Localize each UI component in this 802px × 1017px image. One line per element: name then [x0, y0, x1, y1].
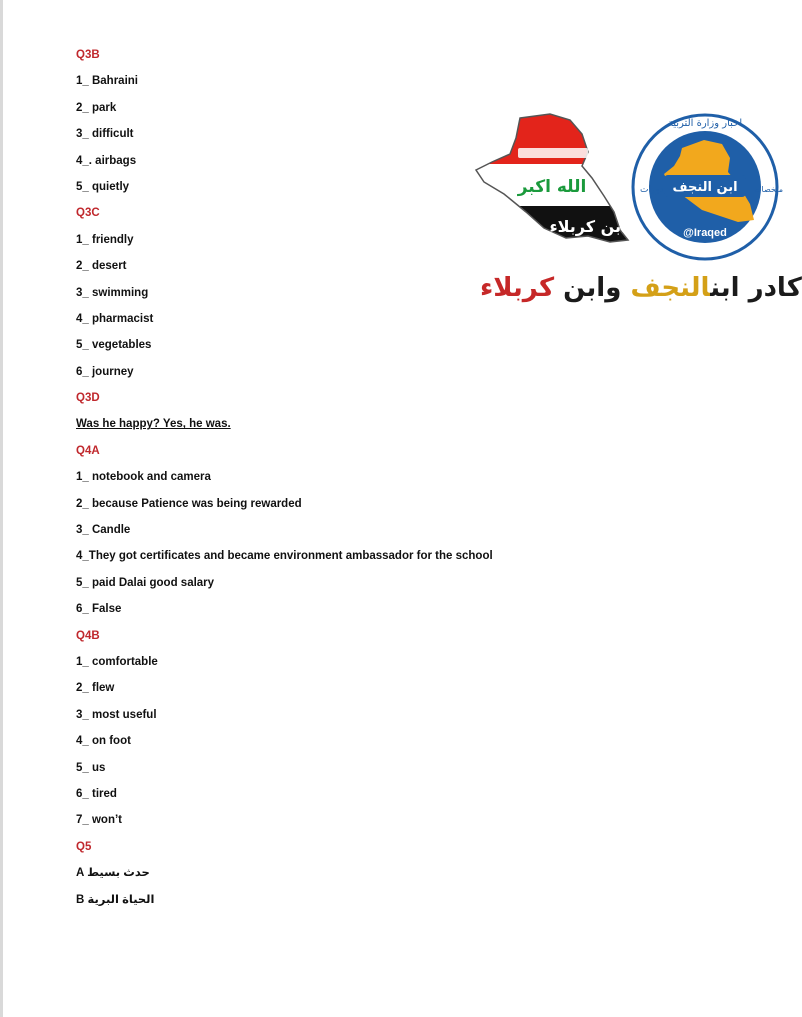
seal-center-text: ابن النجف: [672, 180, 738, 195]
section-heading: Q3D: [76, 392, 100, 405]
answer-line: 4_ on foot: [76, 735, 131, 748]
section-heading: Q3C: [76, 207, 100, 220]
banner-part3: وابن: [554, 273, 631, 303]
banner: [480, 270, 802, 306]
seal-left-text: دورات: [640, 185, 664, 195]
answer-line: 3_ Candle: [76, 524, 131, 537]
answer-line: 3_ difficult: [76, 128, 134, 141]
answer-line: 5_ quietly: [76, 180, 130, 193]
section-heading: Q4B: [76, 629, 100, 642]
answer-line: 4_They got certificates and became environment ambassador for the school: [76, 550, 493, 563]
page-edge: [0, 0, 3, 1017]
answer-line: 1_ comfortable: [76, 655, 158, 668]
section-heading: Q4A: [76, 444, 100, 457]
answer-line: 4_ pharmacist: [76, 312, 154, 325]
map-flag-text: الله اكبر: [517, 177, 587, 197]
answer-line: 7_ won’t: [76, 814, 123, 827]
logo-area: [470, 100, 802, 320]
answer-line: 5_ us: [76, 761, 106, 774]
banner-part2: النجف: [630, 273, 711, 303]
answer-line: B الحياة البرية: [76, 893, 155, 906]
banner-part1: كادر ابن: [710, 273, 802, 303]
answer-line: 6_ journey: [76, 365, 134, 378]
section-heading: Q3B: [76, 49, 100, 61]
iraq-flag-map-logo: [470, 108, 635, 253]
answer-line: 5_ paid Dalai good salary: [76, 576, 215, 589]
answer-line: 1_ friendly: [76, 233, 134, 246]
seal-right-text: ملخصات: [754, 185, 784, 194]
map-label: ابن كربلاء: [549, 217, 627, 236]
answer-line: 5_ vegetables: [76, 339, 152, 352]
answer-line: 3_ swimming: [76, 286, 149, 299]
answer-line: 2_ desert: [76, 260, 127, 273]
seal-handle: @Iraqed: [683, 227, 727, 239]
banner-text: [480, 273, 802, 303]
answer-line: 2_ flew: [76, 682, 115, 695]
answer-line: 2_ because Patience was being rewarded: [76, 497, 302, 510]
banner-part4: كربلاء: [480, 273, 555, 303]
section-heading: Q5: [76, 840, 92, 853]
answer-line: A حدث بسيط: [76, 867, 150, 880]
answer-line: Was he happy? Yes, he was.: [76, 418, 231, 431]
answer-line: 4_. airbags: [76, 154, 137, 167]
answer-line: 2_ park: [76, 101, 117, 114]
answer-line: 1_ notebook and camera: [76, 471, 211, 484]
answer-line: 3_ most useful: [76, 708, 157, 721]
answer-line: 6_ False: [76, 603, 122, 616]
answer-line: 1_ Bahraini: [76, 75, 138, 88]
answer-line: 6_ tired: [76, 787, 117, 800]
iraqed-seal-logo: [630, 112, 784, 262]
seal-top-text: اخبار وزارة التربية: [667, 118, 743, 129]
